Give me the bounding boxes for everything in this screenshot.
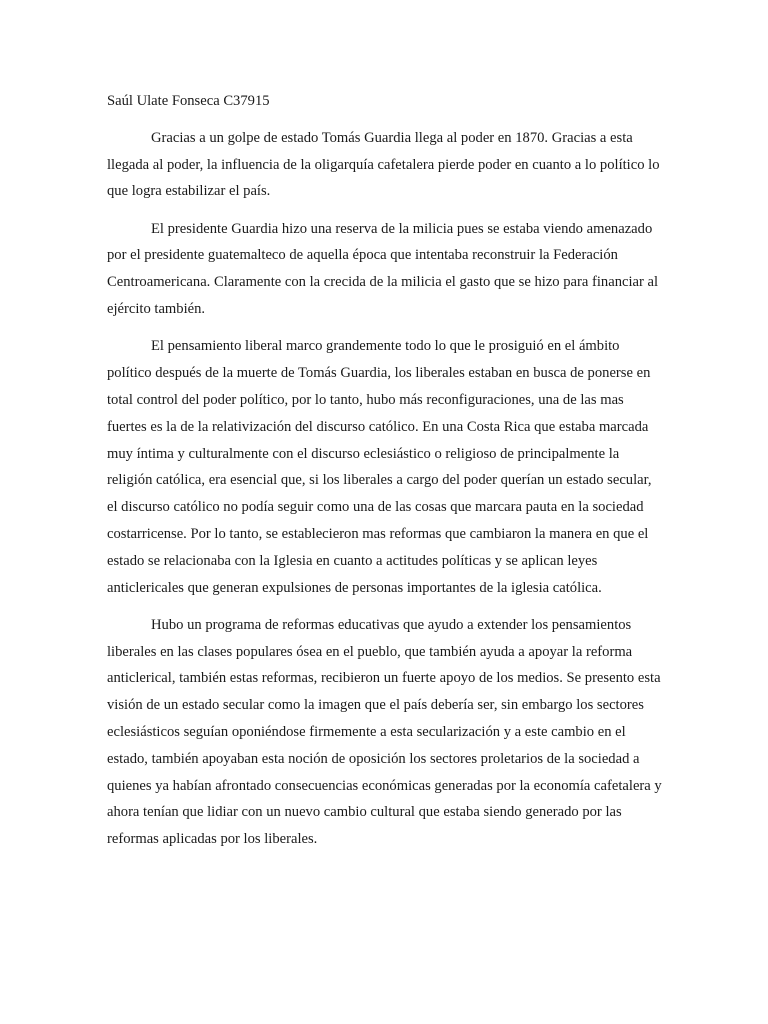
author-line: Saúl Ulate Fonseca C37915 (107, 93, 270, 109)
paragraph-1: Gracias a un golpe de estado Tomás Guardia llega al poder en 1870. Gracias a esta llegada al poder, la influencia de la oligarquía cafetalera pierde poder en cuanto a lo político lo que logra estabilizar el país. (107, 129, 660, 200)
paragraph-3: El pensamiento liberal marco grandemente todo lo que le prosiguió en el ámbito político después de la muerte de Tomás Guardia, los liberales estaban en busca de ponerse en total control del poder político, por lo tanto, hubo más reconfiguraciones, una de las mas fuertes es la de la relativización del discurso católico. En una Costa Rica que estaba marcada muy íntima y culturalmente con el discurso eclesiástico o religioso de principalmente la religión católica, era esencial que, si los liberales a cargo del poder querían un estado secular, el discurso católico no podía seguir como una de las cosas que marcara pauta en la sociedad costarricense. Por lo tanto, se establecieron mas reformas que cambiaron la manera en que el estado se relacionaba con la Iglesia en cuanto a actitudes políticas y se aplican leyes anticlericales que generan expulsiones de personas importantes de la iglesia católica. (107, 338, 652, 596)
paragraph-4: Hubo un programa de reformas educativas que ayudo a extender los pensamientos liberales en las clases populares ósea en el pueblo, que también ayuda a apoyar la reforma anticlerical, también estas reformas, recibieron un fuerte apoyo de los medios. Se presento esta visión de un estado secular como la imagen que el país debería ser, sin embargo los sectores eclesiásticos seguían oponiéndose firmemente a esta secularización y a este cambio en el estado, también apoyaban esta noción de oposición los sectores proletarios de la sociedad a quienes ya habían afrontado consecuencias económicas generadas por la economía cafetalera y ahora tenían que lidiar con un nuevo cambio cultural que estaba siendo generado por las reformas aplicadas por los liberales. (107, 616, 662, 848)
paragraph-2: El presidente Guardia hizo una reserva de la milicia pues se estaba viendo amenazado por el presidente guatemalteco de aquella época que intentaba reconstruir la Federación Centroamericana. Claramente con la crecida de la milicia el gasto que se hizo para financiar al ejército también. (107, 220, 659, 318)
document-body (107, 88, 662, 864)
